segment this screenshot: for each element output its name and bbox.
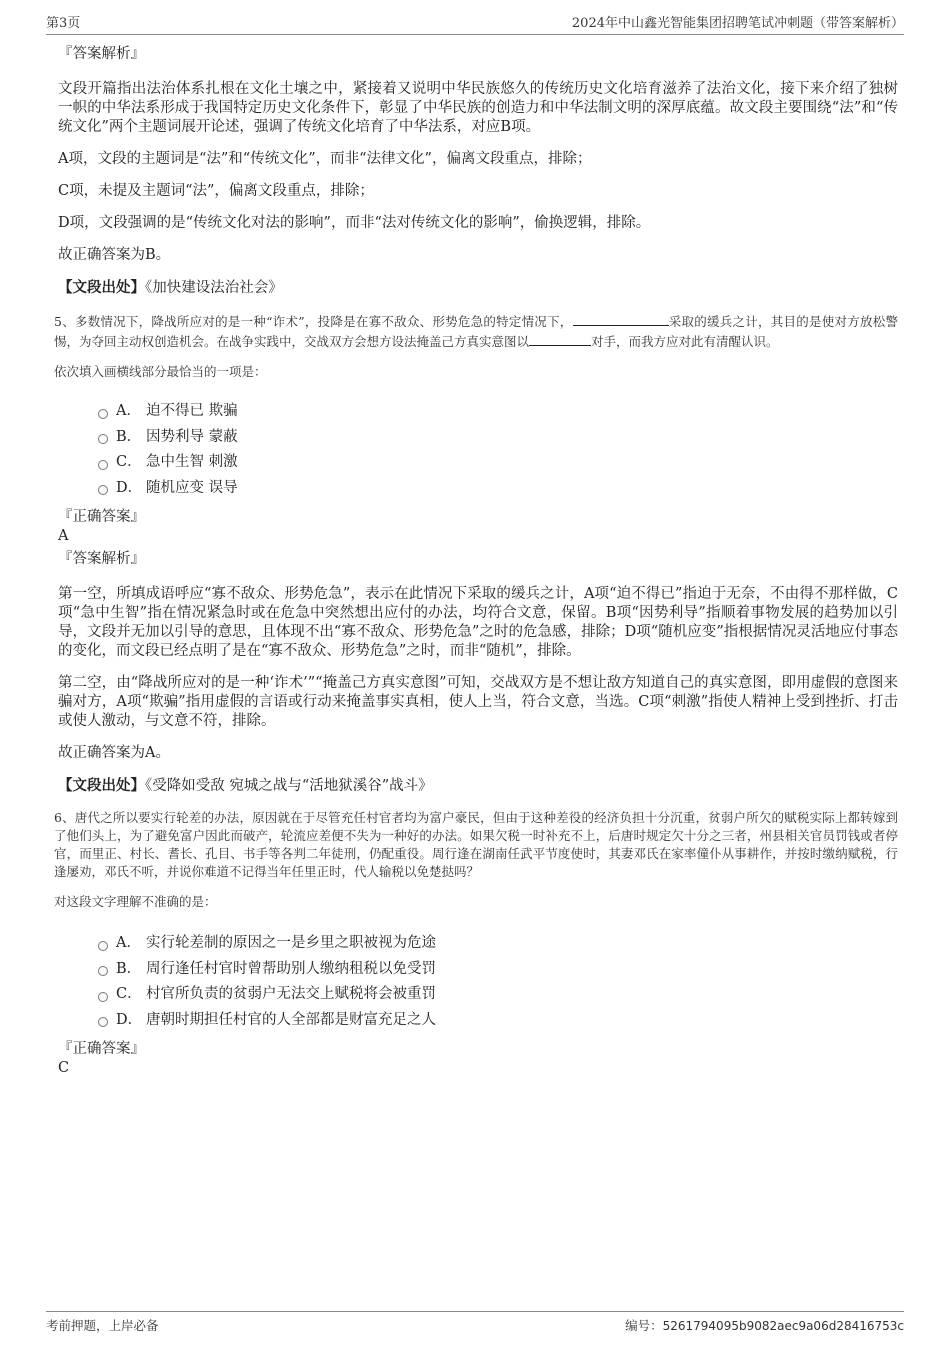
option-a[interactable]: A． 实行轮差制的原因之一是乡里之职被视为危途 — [98, 931, 898, 957]
source-line — [58, 776, 898, 796]
option-b[interactable]: B． 周行逢任村官时曾帮助别人缴纳租税以免受罚 — [98, 957, 898, 983]
analysis-paragraph: D项，文段强调的是“传统文化对法的影响”，而非“法对传统文化的影响”，偷换逻辑，排除。 — [58, 215, 651, 231]
question-6-stem: 6、唐代之所以要实行轮差的办法，原因就在于尽管充任村官者均为富户豪民，但由于这种差役的经济负担十分沉重，贫弱户所欠的赋税实际上都转嫁到了他们头上，为了避免富户因此而破产，轮流应差便不失为一种好的办法。如果欠税一时补充不上，后唐时规定欠十分之三者，州县相关官员罚钱或者停官，而里正、村长、耆长、孔目、书手等各判二年徒刑，仍配重役。周行逢在湖南任武平节度使时，其妻邓氏在家率僮仆从事耕作，并按时缴纳赋税，行逢屡劝，邓氏不听，并说你难道不记得当年任里正时，代人输税以免楚挞吗？ — [54, 810, 898, 879]
correct-answer-value: C — [58, 1060, 70, 1076]
question-5-options — [98, 399, 898, 501]
radio-icon[interactable] — [98, 992, 108, 1002]
page-number: 第3页 — [46, 16, 81, 31]
analysis-label: 『答案解析』 — [58, 46, 145, 62]
page-footer — [46, 1311, 904, 1334]
analysis-paragraph: A项，文段的主题词是“法”和“传统文化”，而非“法律文化”，偏离文段重点，排除； — [58, 151, 592, 167]
question-6-options — [98, 931, 898, 1033]
document-serial: 编号：5261794095b9082aec9a06d28416753c — [625, 1318, 904, 1333]
question-5-stem: 5、多数情况下，降战所应对的是一种“诈术”，投降是在寡不敌众、形势危急的特定情况下， 采取的缓兵之计，其目的是使对方放松警惕，为夺回主动权创造机会。在战争实践中，交战双方会想方设法掩盖己方真实意图以 对手，而我方应对此有清醒认识。 — [54, 311, 898, 351]
source-title: 《受降如受敌 宛城之战与“活地狱溪谷”战斗》 — [145, 778, 433, 794]
analysis-conclusion: 故正确答案为B。 — [58, 247, 171, 263]
source-title: 《加快建设法治社会》 — [145, 280, 283, 296]
correct-answer-label: 『正确答案』 — [58, 509, 145, 525]
source-line — [58, 278, 898, 298]
radio-icon[interactable] — [98, 409, 108, 419]
page-header — [46, 12, 904, 35]
option-d[interactable]: D． 随机应变 误导 — [98, 476, 898, 502]
correct-answer-label: 『正确答案』 — [58, 1041, 145, 1057]
source-label: 【文段出处】 — [58, 777, 145, 794]
source-label: 【文段出处】 — [58, 279, 145, 296]
radio-icon[interactable] — [98, 485, 108, 495]
analysis-label: 『答案解析』 — [58, 551, 145, 567]
page-content — [54, 44, 898, 1081]
question-5-prompt: 依次填入画横线部分最恰当的一项是： — [54, 364, 267, 379]
fill-blank-1 — [573, 311, 669, 326]
analysis-paragraph: 第一空，所填成语呼应“寡不敌众、形势危急”，表示在此情况下采取的缓兵之计，A项“迫不得已”指迫于无奈，不由得不那样做，C项“急中生智”指在情况紧急时或在危急中突然想出应付的办法，均符合文意，保留。B项“因势利导”指顺着事物发展的趋势加以引导，文段并无加以引导的意思，且体现不出“寡不敌众、形势危急”之时的危急感，排除；D项“随机应变”指根据情况灵活地应付事态的变化，而文段已经点明了是在“寡不敌众、形势危急”之时，而非“随机”，排除。 — [58, 586, 898, 659]
analysis-paragraph: 文段开篇指出法治体系扎根在文化土壤之中，紧接着又说明中华民族悠久的传统历史文化培育滋养了法治文化，接下来介绍了独树一帜的中华法系形成于我国特定历史文化条件下，彰显了中华民族的创造力和中华法制文明的深厚底蕴。故文段主要围绕“法”和“传统文化”两个主题词展开论述，强调了传统文化培育了中华法系，对应B项。 — [58, 81, 898, 135]
radio-icon[interactable] — [98, 460, 108, 470]
radio-icon[interactable] — [98, 941, 108, 951]
option-a[interactable]: A． 迫不得已 欺骗 — [98, 399, 898, 425]
radio-icon[interactable] — [98, 966, 108, 976]
option-c[interactable]: C． 村官所负责的贫弱户无法交上赋税将会被重罚 — [98, 982, 898, 1008]
document-title: 2024年中山鑫光智能集团招聘笔试冲刺题（带答案解析） — [571, 16, 904, 31]
radio-icon[interactable] — [98, 434, 108, 444]
fill-blank-2 — [529, 331, 591, 346]
radio-icon[interactable] — [98, 1017, 108, 1027]
analysis-paragraph: 第二空，由“降战所应对的是一种‘诈术’”“掩盖己方真实意图”可知，交战双方是不想让敌方知道自己的真实意图，即用虚假的意图来骗对方，A项“欺骗”指用虚假的言语或行动来掩盖事实真相，使人上当，符合文意，当选。C项“刺激”指使人精神上受到挫折、打击或使人激动，与文意不符，排除。 — [58, 675, 898, 729]
analysis-conclusion: 故正确答案为A。 — [58, 745, 170, 761]
option-d[interactable]: D． 唐朝时期担任村官的人全部都是财富充足之人 — [98, 1008, 898, 1034]
option-b[interactable]: B． 因势利导 蒙蔽 — [98, 425, 898, 451]
question-6-prompt: 对这段文字理解不准确的是： — [54, 894, 217, 909]
footer-slogan: 考前押题，上岸必备 — [46, 1318, 159, 1333]
option-c[interactable]: C． 急中生智 刺激 — [98, 450, 898, 476]
analysis-paragraph: C项，未提及主题词“法”，偏离文段重点，排除； — [58, 183, 374, 199]
correct-answer-value: A — [58, 528, 69, 544]
